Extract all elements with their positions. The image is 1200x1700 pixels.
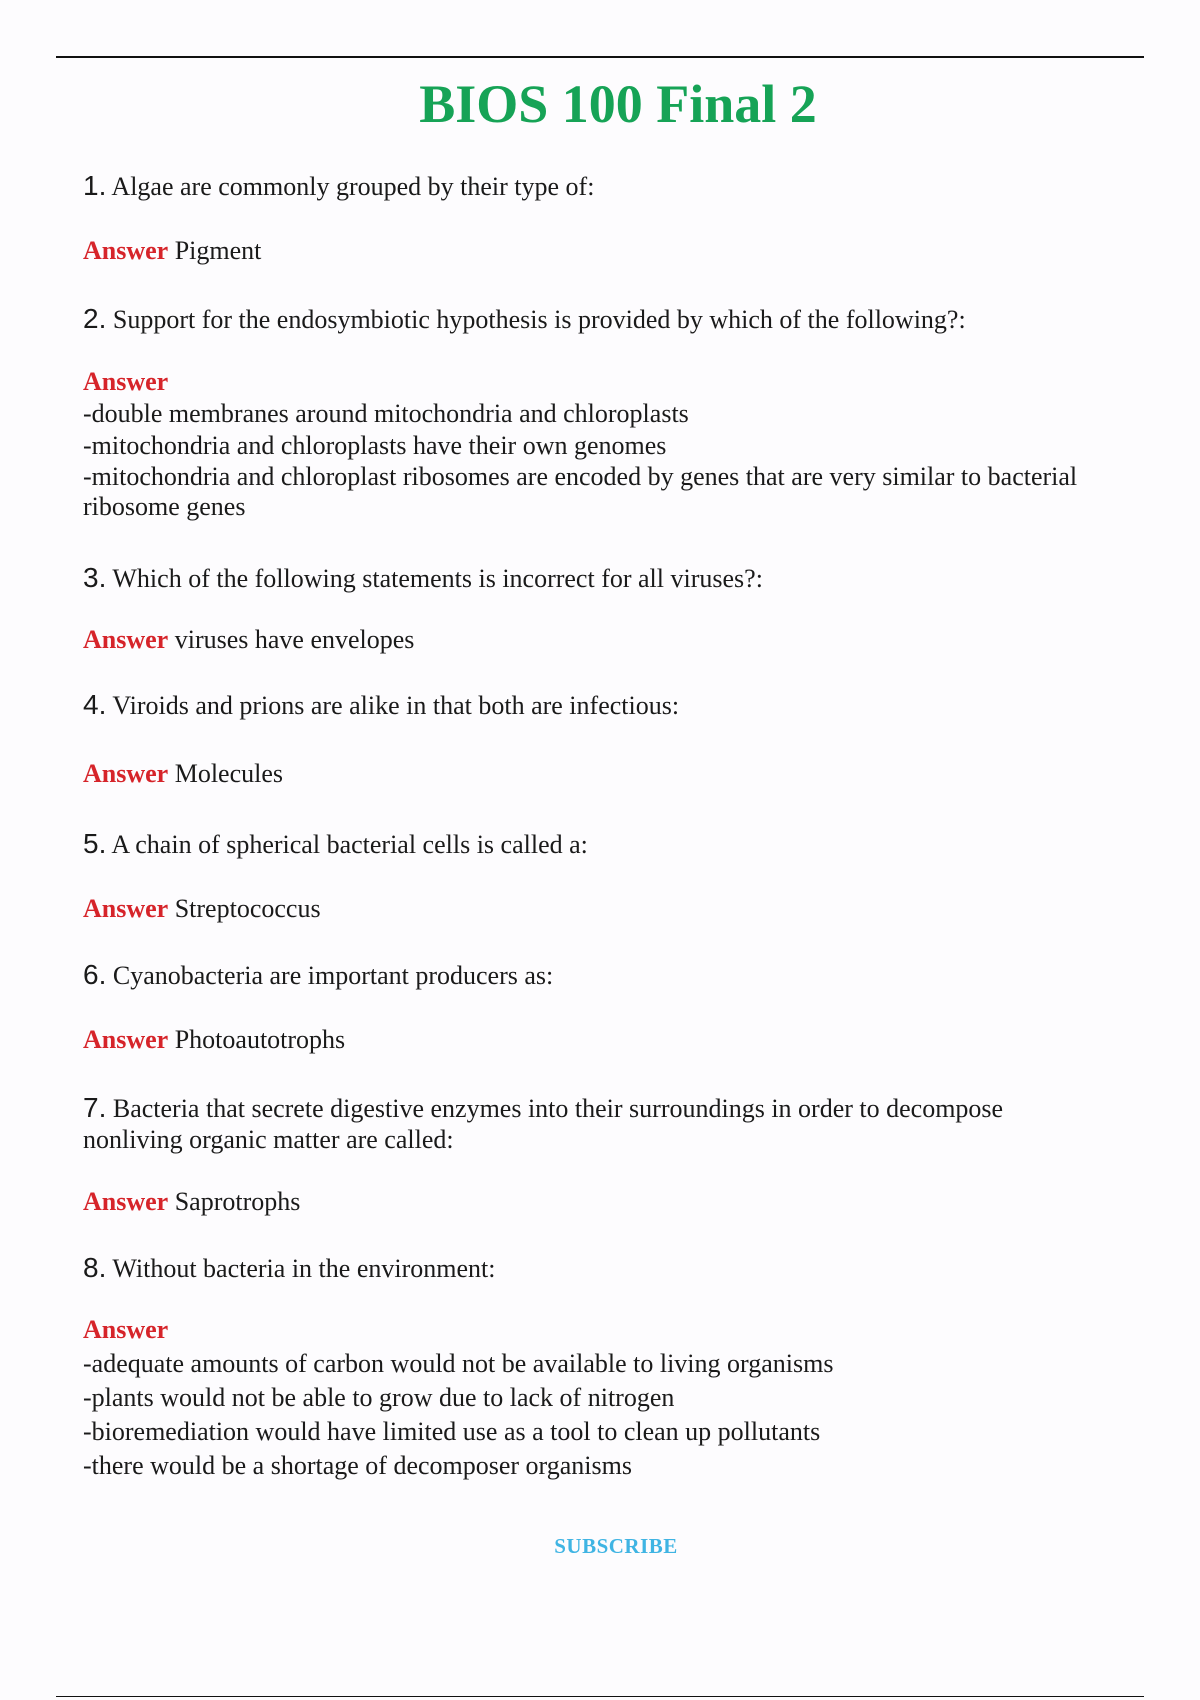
- question-7: 7. Bacteria that secrete digestive enzymes into their surroundings in order to decompose nonliving organic matter are called:: [83, 1092, 1004, 1154]
- answer-6: Answer Photoautotrophs: [83, 1025, 346, 1054]
- question-6: 6. Cyanobacteria are important producers as:: [83, 959, 554, 990]
- question-1: 1. Algae are commonly grouped by their type of:: [83, 170, 595, 201]
- answer-7: Answer Saprotrophs: [83, 1187, 301, 1216]
- question-4: 4. Viroids and prions are alike in that both are infectious:: [83, 689, 680, 720]
- page-title: BIOS 100 Final 2: [419, 74, 817, 134]
- question-2: 2. Support for the endosymbiotic hypothesis is provided by which of the following?:: [83, 303, 966, 334]
- answer-8: Answer -adequate amounts of carbon would not be available to living organisms -plants would not be able to grow due to lack of nitrogen -bioremediation would have limited use as a tool to clean up pollutants -there would be a shortage of decomposer organisms: [83, 1313, 1143, 1483]
- answer-label: Answer: [83, 1315, 169, 1344]
- answer-3: Answer viruses have envelopes: [83, 625, 415, 654]
- top-rule: [56, 56, 1144, 58]
- answer-label: Answer: [83, 367, 169, 396]
- question-8: 8. Without bacteria in the environment:: [83, 1252, 496, 1283]
- question-5: 5. A chain of spherical bacterial cells is called a:: [83, 828, 588, 859]
- question-3: 3. Which of the following statements is incorrect for all viruses?:: [83, 562, 763, 593]
- answer-label: Answer: [83, 1187, 169, 1216]
- answer-label: Answer: [83, 236, 169, 265]
- answer-2: Answer -double membranes around mitochondria and chloroplasts -mitochondria and chloroplasts have their own genomes -mitochondria and chloroplast ribosomes are encoded by genes that are very similar to bacterial ribosome genes: [83, 366, 1143, 522]
- answer-label: Answer: [83, 759, 169, 788]
- subscribe-link[interactable]: SUBSCRIBE: [554, 1534, 678, 1558]
- answer-label: Answer: [83, 625, 169, 654]
- answer-label: Answer: [83, 894, 169, 923]
- answer-4: Answer Molecules: [83, 759, 284, 788]
- bottom-rule: [56, 1696, 1144, 1697]
- answer-label: Answer: [83, 1025, 169, 1054]
- answer-1: Answer Pigment: [83, 236, 262, 265]
- answer-5: Answer Streptococcus: [83, 894, 321, 923]
